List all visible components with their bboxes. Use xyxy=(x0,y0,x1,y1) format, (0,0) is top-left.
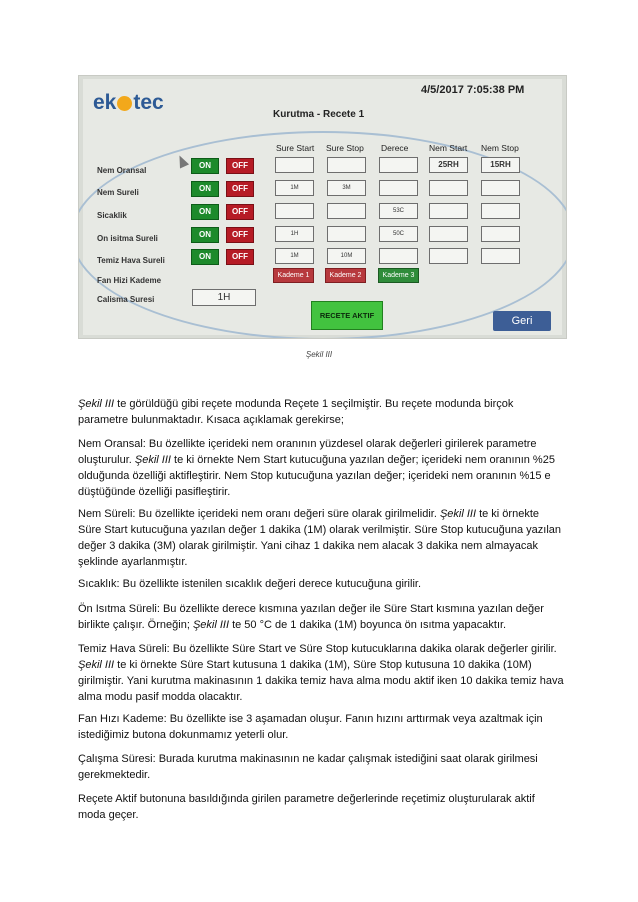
nem-oransal-sure-start[interactable] xyxy=(275,157,314,173)
screen-title: Kurutma - Recete 1 xyxy=(273,109,365,120)
hmi-screen xyxy=(83,79,562,335)
sicaklik-sure-stop[interactable] xyxy=(327,203,366,219)
col-header-nem-start: Nem Start xyxy=(429,143,468,153)
row-label-sicaklik: Sicaklik xyxy=(97,211,127,220)
nem-oransal-nem-stop[interactable]: 15RH xyxy=(481,157,520,173)
nem-oransal-sure-stop[interactable] xyxy=(327,157,366,173)
col-header-nem-stop: Nem Stop xyxy=(481,143,519,153)
paragraph-lead: Temiz Hava Süreli: Bu özellikte Süre Start ve Süre Stop kutucuklarına dakika olarak değerler girilir. xyxy=(78,643,557,655)
kademe-3-button[interactable]: Kademe 3 xyxy=(378,268,419,283)
paragraph-7 xyxy=(78,711,565,743)
row-label-on-isitma: On isitma Sureli xyxy=(97,234,158,243)
sicaklik-off-button[interactable]: OFF xyxy=(226,204,254,220)
kademe-1-button[interactable]: Kademe 1 xyxy=(273,268,314,283)
on-isitma-sure-stop[interactable] xyxy=(327,226,366,242)
paragraph-2 xyxy=(78,436,565,500)
nem-sureli-sure-start[interactable]: 1M xyxy=(275,180,314,196)
paragraph-1 xyxy=(78,396,565,428)
paragraph-text: te görüldüğü gibi reçete modunda Reçete 1 seçilmiştir. Bu reçete modunda birçok parametre bulunmaktadır. Kısaca açıklamak gerekirse; xyxy=(78,398,514,426)
figure-ref: Şekil III xyxy=(78,659,115,671)
logo-text-right: tec xyxy=(133,91,164,114)
kademe-2-button[interactable]: Kademe 2 xyxy=(325,268,366,283)
sicaklik-on-button[interactable]: ON xyxy=(191,204,219,220)
temiz-hava-off-button[interactable]: OFF xyxy=(226,249,254,265)
paragraph-text: te ki örnekte Süre Start kutusuna 1 dakika (1M), Süre Stop kutusuna 10 dakika (10M) girilmiştir. Yani kurutma makinasının 1 dakika temiz hava alma modu aktif iken 10 dakika temiz hava alma modu pasif modda olacaktır. xyxy=(78,659,564,703)
nem-sureli-on-button[interactable]: ON xyxy=(191,181,219,197)
paragraph-lead: Nem Oransal: Bu özellikte içerideki nem oranının yüzdesel olarak değerleri girilerek parametre oluşturulur. xyxy=(78,438,537,466)
temiz-hava-nem-stop[interactable] xyxy=(481,248,520,264)
figure-ref: Şekil III xyxy=(192,619,230,631)
paragraph-lead: Reçete Aktif butonuna basıldığında girilen parametre değerlerinde reçetimiz oluşturularak aktif moda geçer. xyxy=(78,793,535,821)
temiz-hava-sure-stop[interactable]: 10M xyxy=(327,248,366,264)
col-header-derece: Derece xyxy=(381,143,409,153)
on-isitma-nem-start[interactable] xyxy=(429,226,468,242)
paragraph-lead: Sıcaklık: Bu özellikte istenilen sıcaklık değeri derece kutucuğuna girilir. xyxy=(78,578,422,590)
sicaklik-nem-start[interactable] xyxy=(429,203,468,219)
paragraph-text: te 50 °C de 1 dakika (1M) boyunca ön ısıtma yapacaktır. xyxy=(229,619,507,631)
paragraph-lead: Fan Hızı Kademe: Bu özellikte ise 3 aşamadan oluşur. Fanın hızını arttırmak veya azaltmak için istediğimiz butona dokunmamız yeterli olur. xyxy=(78,713,543,741)
on-isitma-derece[interactable]: 50C xyxy=(379,226,418,242)
row-label-calisma-suresi: Calisma Suresi xyxy=(97,295,155,304)
nem-sureli-nem-stop[interactable] xyxy=(481,180,520,196)
row-label-fan-hizi: Fan Hizi Kademe xyxy=(97,276,162,285)
datetime: 4/5/2017 7:05:38 PM xyxy=(421,84,525,96)
sicaklik-derece[interactable]: 53C xyxy=(379,203,418,219)
figure-ref: Şekil III xyxy=(78,398,115,410)
paragraph-9 xyxy=(78,791,565,823)
row-label-nem-oransal: Nem Oransal xyxy=(97,166,147,175)
nem-sureli-off-button[interactable]: OFF xyxy=(226,181,254,197)
hmi-photo xyxy=(78,75,567,339)
geri-button[interactable]: Geri xyxy=(493,311,551,331)
figure-caption: Şekil III xyxy=(305,350,333,359)
nem-oransal-off-button[interactable]: OFF xyxy=(226,158,254,174)
nem-oransal-nem-start[interactable]: 25RH xyxy=(429,157,468,173)
on-isitma-sure-start[interactable]: 1H xyxy=(275,226,314,242)
temiz-hava-on-button[interactable]: ON xyxy=(191,249,219,265)
paragraph-8 xyxy=(78,751,565,783)
sicaklik-nem-stop[interactable] xyxy=(481,203,520,219)
nem-oransal-on-button[interactable]: ON xyxy=(191,158,219,174)
paragraph-4 xyxy=(78,576,565,592)
row-label-nem-sureli: Nem Sureli xyxy=(97,188,139,197)
paragraph-text: te ki örnekte Nem Start kutucuğuna yazılan değer; içerideki nem oranının %25 olduğunda özelliği aktifleştirir. Nem Stop kutucuğuna yazılan değer; içerideki nem oranının %15 e düştüğünde özelliği pasifleştirir. xyxy=(78,454,555,498)
col-header-sure-stop: Sure Stop xyxy=(326,143,364,153)
logo-text-left: ek xyxy=(93,91,117,114)
paragraph-3 xyxy=(78,506,565,570)
paragraph-5 xyxy=(78,601,565,633)
row-label-temiz-hava: Temiz Hava Sureli xyxy=(97,256,165,265)
paragraph-lead: Çalışma Süresi: Burada kurutma makinasının ne kadar çalışmak istediğini saat olarak girilmesi gerekmektedir. xyxy=(78,753,538,781)
logo-sun-icon xyxy=(117,96,132,111)
on-isitma-nem-stop[interactable] xyxy=(481,226,520,242)
temiz-hava-derece[interactable] xyxy=(379,248,418,264)
sicaklik-sure-start[interactable] xyxy=(275,203,314,219)
temiz-hava-sure-start[interactable]: 1M xyxy=(275,248,314,264)
temiz-hava-nem-start[interactable] xyxy=(429,248,468,264)
paragraph-lead: Ön Isıtma Süreli: Bu özellikte derece kısmına yazılan değer ile Süre Start kısmına yazılan değer birlikte çalışır. Örneğin; xyxy=(78,603,544,631)
nem-sureli-derece[interactable] xyxy=(379,180,418,196)
nem-oransal-derece[interactable] xyxy=(379,157,418,173)
paragraph-lead: Nem Süreli: Bu özellikte içerideki nem oranı değeri süre olarak girilmelidir. xyxy=(78,508,440,520)
col-header-sure-start: Sure Start xyxy=(276,143,315,153)
nem-sureli-nem-start[interactable] xyxy=(429,180,468,196)
recete-aktif-button[interactable]: RECETE AKTIF xyxy=(311,301,383,330)
figure-ref: Şekil III xyxy=(439,508,477,520)
ekotec-logo xyxy=(93,91,164,115)
paragraph-text: te ki örnekte Süre Start kutucuğuna yazılan değer 1 dakika (1M) olarak verilmiştir. Süre Stop kutucuğuna yazılan değer 3 dakika (3M) olarak girilmiştir. Yani cihaz 1 dakika nem alacak 3 dakika nem almayacak şeklinde ayarlanmıştır. xyxy=(78,508,562,568)
nem-sureli-sure-stop[interactable]: 3M xyxy=(327,180,366,196)
paragraph-6 xyxy=(78,641,565,705)
on-isitma-on-button[interactable]: ON xyxy=(191,227,219,243)
figure-ref: Şekil III xyxy=(134,454,171,466)
calisma-suresi-field[interactable]: 1H xyxy=(192,289,256,306)
on-isitma-off-button[interactable]: OFF xyxy=(226,227,254,243)
